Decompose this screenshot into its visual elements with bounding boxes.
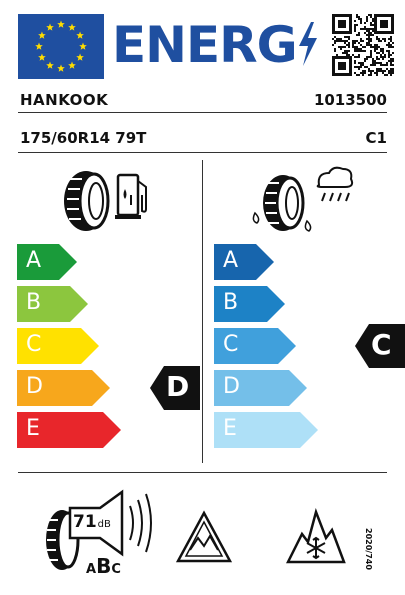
- fuel-efficiency-bar-e: E: [17, 412, 121, 448]
- wet-grip-rating: C: [355, 324, 405, 368]
- fuel-efficiency-bar-b: B: [17, 286, 88, 322]
- wet-grip-bar-c: C: [214, 328, 296, 364]
- tyre-icon: [64, 171, 108, 231]
- rain-cloud-icon: [318, 168, 352, 201]
- fuel-efficiency-bar-c: C: [17, 328, 99, 364]
- noise-class-b: B: [96, 554, 112, 578]
- qr-code-icon[interactable]: [332, 14, 394, 76]
- wet-grip-bar-d: D: [214, 370, 307, 406]
- wet-grip-bar-e: E: [214, 412, 318, 448]
- divider: [18, 112, 387, 113]
- energy-title: ENERG: [112, 14, 319, 76]
- mountain-icon: [176, 510, 232, 568]
- noise-class: [86, 554, 121, 578]
- fuel-efficiency-rating: D: [150, 366, 200, 410]
- noise-value: 71dB: [73, 512, 111, 532]
- article-code: 1013500: [313, 91, 387, 109]
- noise-section: [42, 488, 162, 578]
- brand-name: HANKOOK: [20, 91, 109, 109]
- divider: [18, 152, 387, 153]
- lightning-icon: [297, 22, 319, 66]
- fuel-efficiency-bar-d: D: [17, 370, 110, 406]
- tyre-icon: [263, 175, 303, 231]
- snowflake-mountain-icon: [286, 508, 346, 568]
- regulation-number: 2020/740: [364, 528, 373, 570]
- eu-flag-icon: [18, 14, 104, 79]
- divider: [18, 472, 387, 473]
- noise-class-c: C: [111, 562, 121, 577]
- wet-grip-bar-a: A: [214, 244, 274, 280]
- noise-class-a: A: [86, 562, 97, 577]
- tyre-class: C1: [365, 129, 387, 147]
- tyre-size: 175/60R14 79T: [20, 129, 147, 147]
- fuel-efficiency-bar-a: A: [17, 244, 77, 280]
- fuel-pump-icon: [115, 175, 146, 219]
- wet-grip-bar-b: B: [214, 286, 285, 322]
- fuel-efficiency-icon: [60, 165, 155, 239]
- vertical-divider: [202, 160, 203, 463]
- snowflake-icon: [307, 538, 325, 558]
- wet-grip-icon: [247, 163, 357, 242]
